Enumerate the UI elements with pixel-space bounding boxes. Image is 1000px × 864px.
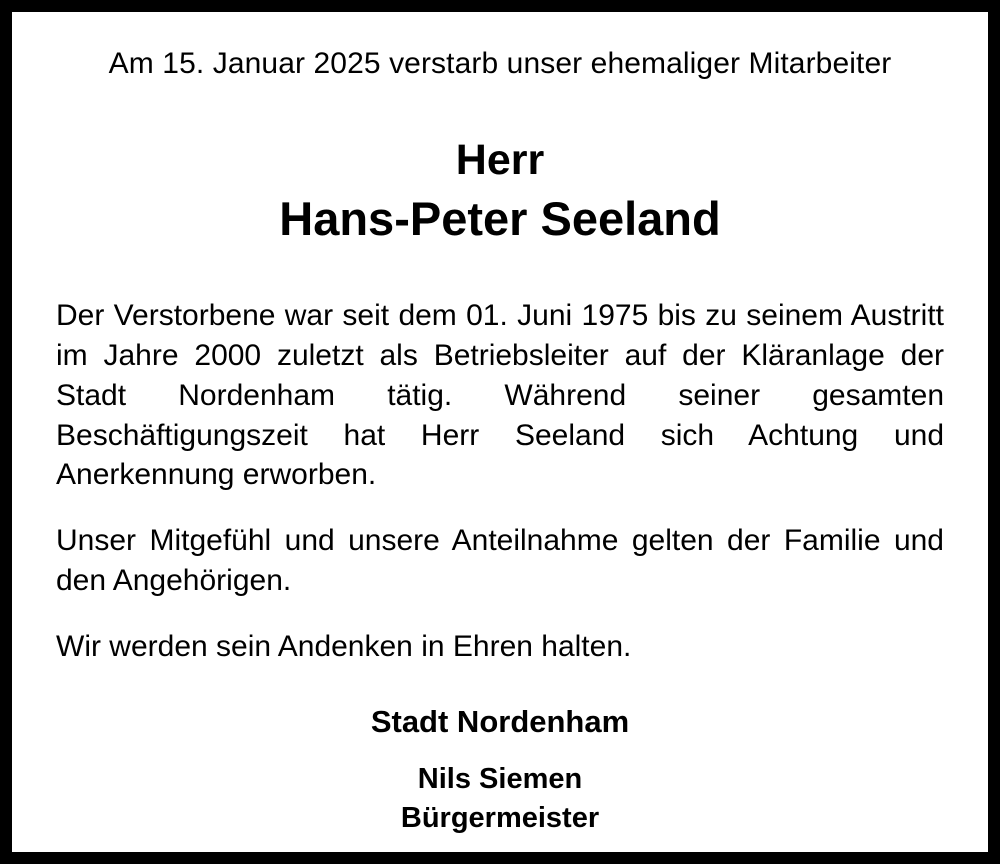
paragraph-condolence: Unser Mitgefühl und unsere Anteilnahme gelten der Familie und den Angehörigen. [56,524,944,598]
paragraph-remembrance: Wir werden sein Andenken in Ehren halten. [56,630,632,664]
intro-text: Am 15. Januar 2025 verstarb unser ehemaliger Mitarbeiter [108,47,892,80]
signature-block [56,703,944,836]
deceased-name: Hans-Peter Seeland [279,192,721,246]
signature-role: Bürgermeister [400,801,600,834]
deceased-name-block [56,136,944,248]
body-text [56,296,944,667]
signature-organization: Stadt Nordenham [370,703,630,739]
signature-person: Nils Siemen [417,763,583,796]
salutation: Herr [455,136,545,184]
paragraph-career: Der Verstorbene war seit dem 01. Juni 1975 bis zu seinem Austritt im Jahre 2000 zuletzt als Betriebsleiter auf der Kläranlage der Stadt Nordenham tätig. Während seiner gesamten Beschäftigungszeit hat Herr Seeland sich Achtung und Anerkennung erworben. [56,298,944,492]
